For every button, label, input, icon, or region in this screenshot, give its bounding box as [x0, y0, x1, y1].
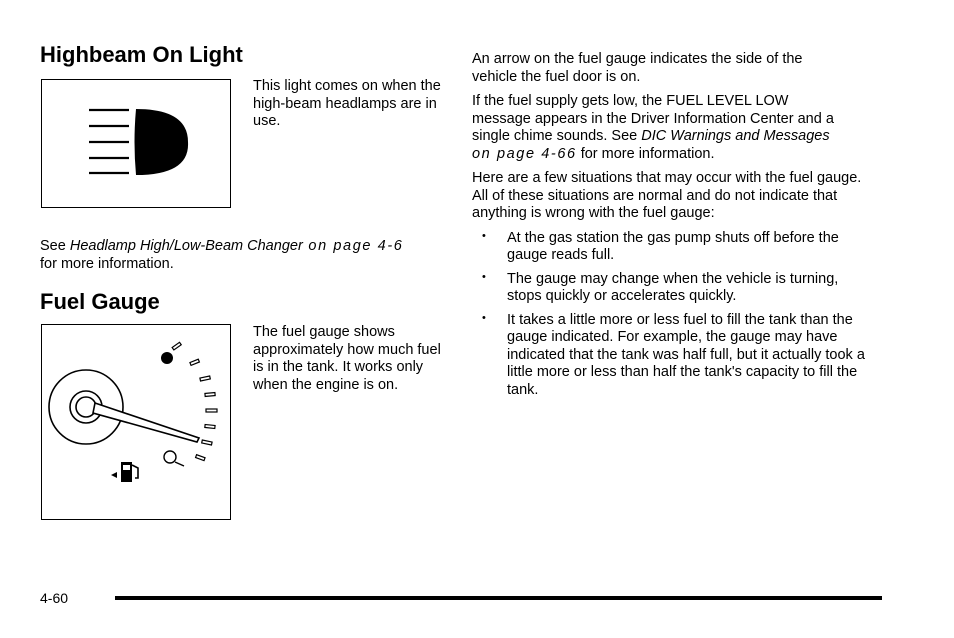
dic-warnings-link[interactable]: DIC Warnings and Messages [641, 128, 830, 144]
right-column [472, 51, 872, 405]
bullet: • [482, 311, 486, 324]
fuel-gauge-icon [42, 325, 229, 518]
see-prefix: See [40, 238, 70, 254]
list-item: • At the gas station the gas pump shuts off before the gauge reads full. [482, 229, 839, 263]
highbeam-figure [41, 79, 231, 208]
bullet: • [482, 270, 486, 283]
bullet: • [482, 229, 486, 242]
headlamp-changer-page[interactable]: on page 4-6 [302, 238, 404, 254]
headlamp-changer-link[interactable]: Headlamp High/Low-Beam Changer [69, 238, 303, 254]
fuel-gauge-figure [41, 324, 231, 520]
footer-rule [115, 596, 882, 600]
arrow-note: An arrow on the fuel gauge indicates the side of the vehicle the fuel door is on. [472, 51, 803, 85]
situations-list [472, 230, 872, 400]
dic-warnings-page[interactable]: on page 4-66 [472, 145, 577, 162]
list-item: • The gauge may change when the vehicle is turning, stops quickly or accelerates quickly. [482, 270, 839, 304]
low-fuel-text: If the fuel supply gets low, the FUEL LEVEL LOW message appears in the Driver Information Center and a single chime sounds. See [472, 93, 834, 144]
situations-intro: Here are a few situations that may occur with the fuel gauge. All of these situations are normal and do not indicate that anything is wrong with the fuel gauge: [472, 170, 862, 221]
list-item: • It takes a little more or less fuel to fill the tank than the gauge indicated. For example, the gauge may have indicated that the tank was half full, but it actually took a little more or less than half the tank's capacity to fill the tank. [482, 311, 865, 398]
highbeam-see-reference [40, 238, 445, 273]
see-suffix: for more information. [40, 255, 174, 272]
fuel-gauge-description: The fuel gauge shows approximately how much fuel is in the tank. It works only when the engine is on. [253, 324, 441, 393]
highbeam-description: This light comes on when the high-beam headlamps are in use. [253, 78, 441, 129]
low-fuel-paragraph [472, 93, 847, 163]
fuel-pump-icon [111, 462, 138, 482]
highbeam-heading: Highbeam On Light [40, 42, 243, 67]
page-number: 4-60 [40, 590, 69, 606]
fuel-gauge-heading: Fuel Gauge [40, 289, 160, 314]
low-fuel-suffix: for more information. [576, 145, 715, 162]
highbeam-indicator-icon [42, 80, 229, 206]
